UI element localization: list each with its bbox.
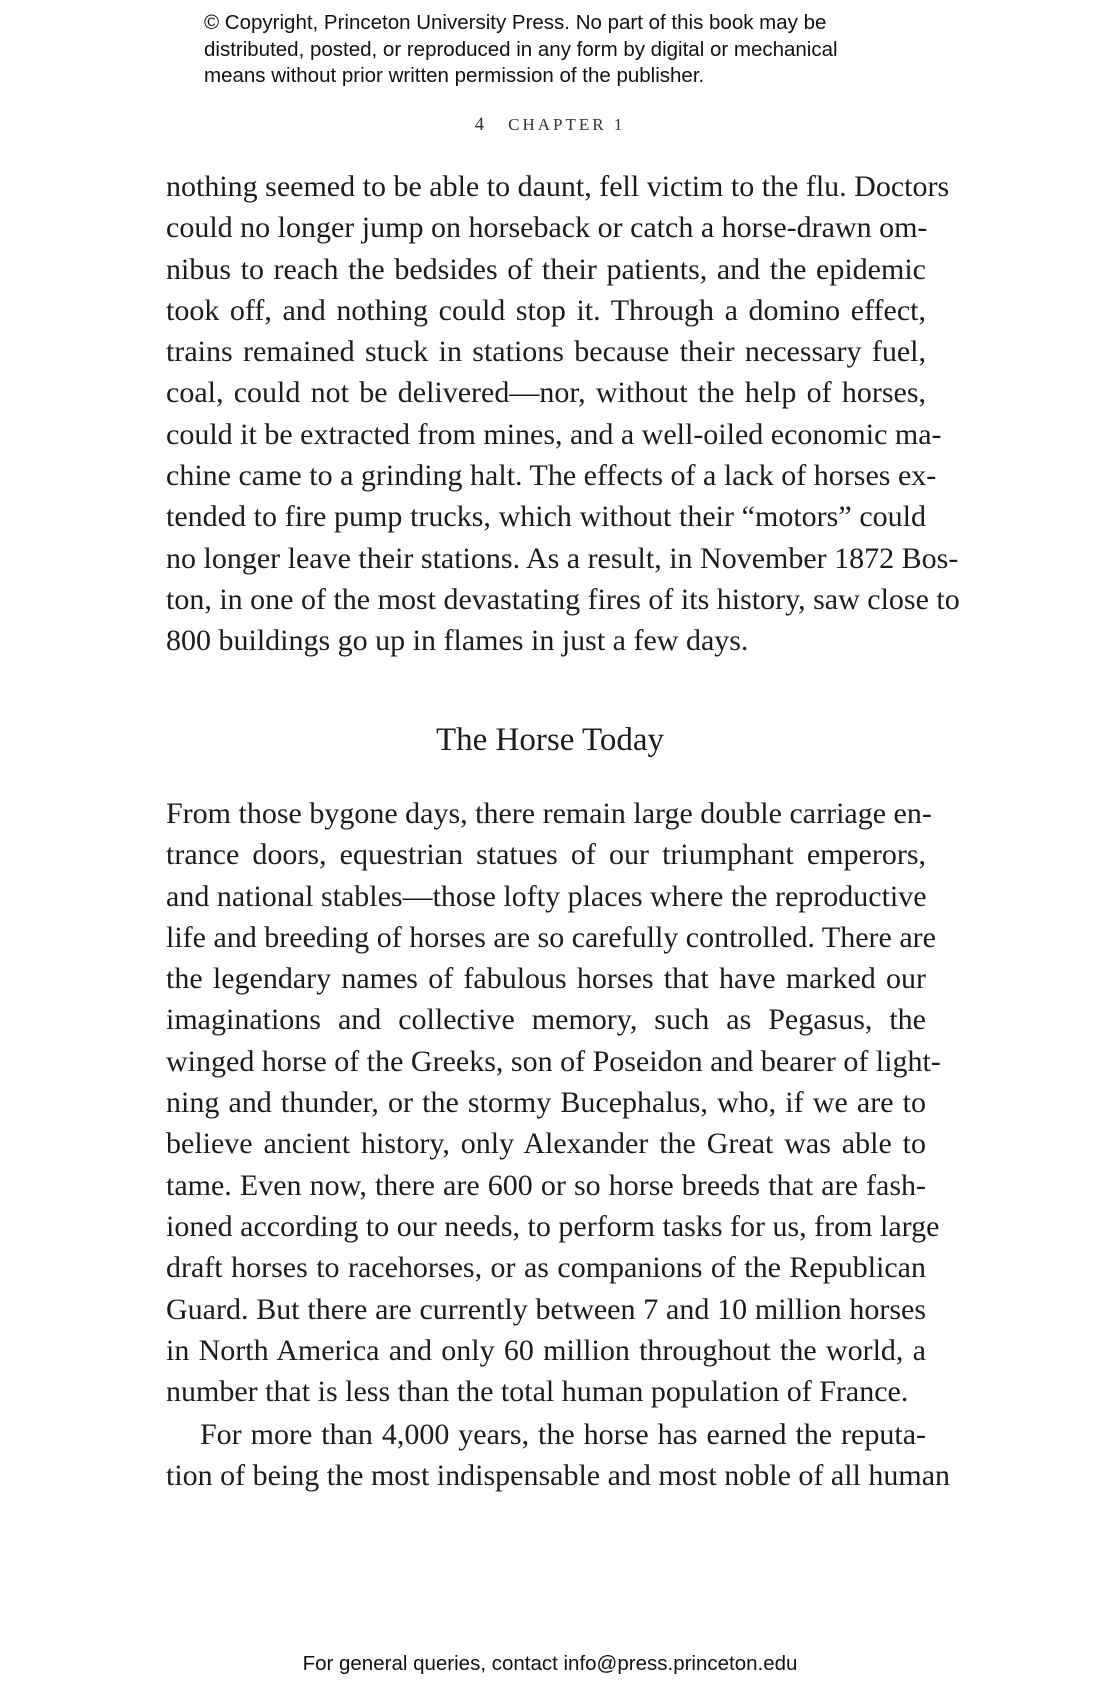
text-line: trance doors, equestrian statues of our triumphant emperors,: [166, 838, 926, 872]
text-line: took off, and nothing could stop it. Through a domino effect,: [166, 293, 926, 327]
paragraph-1: [166, 166, 960, 662]
copyright-line: © Copyright, Princeton University Press. No part of this book may be: [204, 11, 827, 34]
text-line: tion of being the most indispensable and most noble of all human: [166, 1459, 951, 1493]
text-line: chine came to a grinding halt. The effects of a lack of horses ex-: [166, 459, 937, 493]
text-line: ton, in one of the most devastating fires of its history, saw close to: [166, 582, 960, 616]
text-line: ning and thunder, or the stormy Bucephalus, who, if we are to: [166, 1086, 926, 1120]
text-line: For more than 4,000 years, the horse has earned the reputa-: [200, 1418, 926, 1451]
section-heading: The Horse Today: [435, 722, 665, 758]
page-number: 4: [474, 114, 485, 135]
text-line: could no longer jump on horseback or catch a horse-drawn om-: [166, 211, 928, 245]
text-line: imaginations and collective memory, such as Pegasus, the: [166, 1003, 926, 1037]
paragraph-3: [166, 1414, 951, 1497]
text-line: in North America and only 60 million throughout the world, a: [166, 1333, 926, 1367]
text-line: trains remained stuck in stations because their necessary fuel,: [166, 335, 926, 369]
text-line: From those bygone days, there remain large double carriage en-: [166, 797, 932, 830]
text-line: number that is less than the total human population of France.: [166, 1375, 909, 1409]
text-line: nothing seemed to be able to daunt, fell victim to the flu. Doctors: [166, 170, 950, 203]
copyright-line: means without prior written permission of the publisher.: [204, 64, 705, 87]
text-line: draft horses to racehorses, or as companions of the Republican: [166, 1251, 926, 1285]
text-line: could it be extracted from mines, and a well-oiled economic ma-: [166, 417, 942, 451]
text-line: no longer leave their stations. As a result, in November 1872 Bos-: [166, 541, 959, 575]
text-line: the legendary names of fabulous horses that have marked our: [166, 962, 926, 996]
paragraph-2: [166, 793, 941, 1412]
text-line: 800 buildings go up in flames in just a few days.: [166, 624, 749, 658]
text-line: tended to fire pump trucks, which without their “motors” could: [166, 500, 926, 534]
chapter-label: CHAPTER 1: [508, 115, 626, 134]
text-line: and national stables—those lofty places where the reproductive: [166, 879, 927, 913]
running-head: [0, 114, 1100, 136]
text-line: winged horse of the Greeks, son of Poseidon and bearer of light-: [166, 1044, 941, 1078]
footer-contact: For general queries, contact info@press.princeton.edu: [302, 1652, 798, 1675]
text-line: coal, could not be delivered—nor, without the help of horses,: [166, 376, 926, 410]
copyright-line: distributed, posted, or reproduced in any form by digital or mechanical: [204, 37, 838, 61]
text-line: Guard. But there are currently between 7 and 10 million horses: [166, 1292, 926, 1326]
text-line: nibus to reach the bedsides of their patients, and the epidemic: [166, 252, 926, 286]
copyright-notice: [204, 10, 924, 90]
text-line: tame. Even now, there are 600 or so horse breeds that are fash-: [166, 1168, 926, 1202]
text-line: life and breeding of horses are so carefully controlled. There are: [166, 920, 936, 954]
text-line: believe ancient history, only Alexander the Great was able to: [166, 1127, 926, 1161]
text-line: ioned according to our needs, to perform tasks for us, from large: [166, 1209, 940, 1243]
